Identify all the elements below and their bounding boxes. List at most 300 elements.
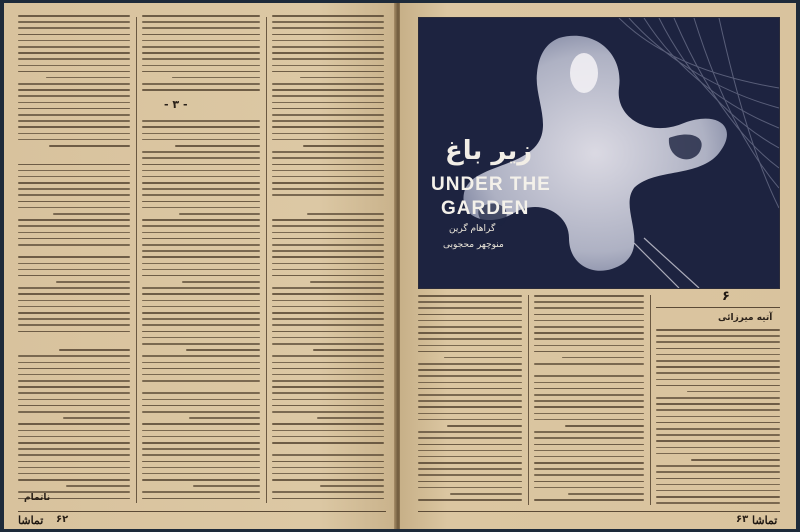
text-line [534,481,644,483]
text-line [418,481,522,483]
text-line [656,379,780,381]
text-line [18,411,130,413]
text-line [18,170,130,172]
text-line [656,447,780,449]
text-line [193,485,260,487]
text-line [142,399,260,401]
text-line [418,375,522,377]
text-line [142,312,260,314]
text-line [18,225,130,227]
text-line [418,437,522,439]
text-line [418,363,522,365]
text-line [18,120,130,122]
text-line [18,219,130,221]
text-line [418,431,522,433]
text-line [272,232,384,234]
text-line [142,479,260,481]
text-line [418,413,522,415]
text-line [18,399,130,401]
text-line [18,392,130,394]
text-line [272,58,384,60]
text-line [418,462,522,464]
text-line [656,348,780,350]
text-line [272,250,384,252]
text-line [142,423,260,425]
text-line [142,58,260,60]
text-line [272,331,384,333]
text-line [568,493,644,495]
text-line [418,406,522,408]
text-line [272,355,384,357]
column-rule [266,17,267,503]
text-line [656,372,780,374]
text-line [418,351,522,353]
column-rule [650,295,651,505]
text-line [656,422,780,424]
text-line [534,338,644,340]
text-line [18,176,130,178]
text-line [272,40,384,42]
artwork-title-persian: زیر باغ [445,136,533,166]
text-line [18,442,130,444]
text-line [272,139,384,141]
text-line [418,345,522,347]
text-line [189,417,260,419]
text-line [49,145,130,147]
text-line [18,232,130,234]
text-line [272,83,384,85]
text-line [534,394,644,396]
text-line [272,95,384,97]
text-line [142,318,260,320]
text-line [418,326,522,328]
text-line [142,133,260,135]
text-line [534,351,644,353]
text-line [142,355,260,357]
text-line [418,400,522,402]
text-line [656,335,780,337]
text-line [18,405,130,407]
text-line [142,151,260,153]
text-line [18,58,130,60]
text-line [272,27,384,29]
text-line [18,430,130,432]
text-line [142,250,260,252]
text-line [18,293,130,295]
page-number: ۶۲ [56,514,69,525]
text-line [272,15,384,17]
text-line [418,499,522,501]
text-line [172,77,261,79]
text-line [534,456,644,458]
text-line [53,213,130,215]
text-line [142,176,260,178]
text-line [272,380,384,382]
text-line [142,324,260,326]
text-line [444,357,522,359]
text-line [418,450,522,452]
text-line [142,392,260,394]
text-line [272,151,384,153]
text-line [142,164,260,166]
text-line [272,52,384,54]
text-line [534,499,644,501]
text-line [272,225,384,227]
magazine-spread [4,3,796,529]
text-line [272,343,384,345]
right-column-2 [534,295,644,509]
text-line [656,360,780,362]
text-line [272,263,384,265]
text-line [272,293,384,295]
text-line [18,108,130,110]
text-line [272,306,384,308]
text-line [534,450,644,452]
text-line [534,295,644,297]
text-line [142,411,260,413]
text-line [272,46,384,48]
text-line [656,465,780,467]
text-line [272,399,384,401]
text-line [687,391,780,393]
text-line [142,442,260,444]
text-line [142,461,260,463]
text-line [142,244,260,246]
text-line [534,388,644,390]
text-line [534,413,644,415]
text-line [272,269,384,271]
text-line [272,423,384,425]
text-line [534,332,644,334]
text-line [534,487,644,489]
section-marker: - ۳ - [164,98,188,111]
text-line [142,454,260,456]
text-line [142,182,260,184]
text-line [534,320,644,322]
text-line [656,329,780,331]
text-line [272,454,384,456]
text-line [272,170,384,172]
text-line [272,362,384,364]
text-line [142,498,260,500]
artwork-title-english-2: GARDEN [441,198,530,219]
text-line [18,300,130,302]
text-line [272,368,384,370]
text-line [272,312,384,314]
text-line [18,207,130,209]
text-line [418,487,522,489]
text-line [691,459,780,461]
text-line [272,430,384,432]
masthead: تماشا [18,514,44,527]
text-line [142,201,260,203]
text-line [142,275,260,277]
text-line [18,368,130,370]
text-line [418,314,522,316]
text-line [142,238,260,240]
text-line [59,349,130,351]
text-line [18,386,130,388]
text-line [272,461,384,463]
text-line [142,46,260,48]
text-line [272,392,384,394]
text-line [186,349,260,351]
text-line [656,440,780,442]
text-line [418,444,522,446]
column-rule [136,17,137,503]
text-line [272,176,384,178]
author-credit: گراهام گرین [449,224,496,234]
author-label: آتیه میرزائی [718,313,773,323]
text-line [272,411,384,413]
text-line [18,269,130,271]
text-line [18,238,130,240]
text-line [142,405,260,407]
text-line [656,434,780,436]
cover-illustration [418,17,780,289]
text-line [534,444,644,446]
text-line [142,52,260,54]
text-line [18,194,130,196]
text-line [317,417,384,419]
text-line [18,454,130,456]
text-line [18,479,130,481]
text-line [272,324,384,326]
column-rule [528,295,529,505]
text-line [142,263,260,265]
text-line [272,182,384,184]
text-line [272,65,384,67]
text-line [534,462,644,464]
text-line [18,318,130,320]
text-line [418,388,522,390]
text-line [534,431,644,433]
text-line [142,430,260,432]
page-number: ۶۳ [736,514,749,525]
text-line [142,71,260,73]
text-line [18,188,130,190]
text-line [142,362,260,364]
text-line [18,331,130,333]
text-line [656,502,780,504]
text-line [142,368,260,370]
text-line [418,382,522,384]
text-line [142,139,260,141]
section-header-rule [656,307,780,308]
right-page [400,3,796,529]
text-line [179,213,260,215]
text-line [18,139,130,141]
text-line [418,369,522,371]
text-line [142,448,260,450]
text-line [142,188,260,190]
text-line [272,386,384,388]
text-line [18,256,130,258]
text-line [63,417,130,419]
text-line [142,337,260,339]
footer-rule [18,511,386,512]
text-line [142,491,260,493]
text-line [272,89,384,91]
text-line [272,188,384,190]
text-line [320,485,384,487]
text-line [272,219,384,221]
text-line [418,301,522,303]
text-line [18,201,130,203]
text-line [272,34,384,36]
text-line [534,301,644,303]
text-line [656,453,780,455]
text-line [18,89,130,91]
text-line [656,478,780,480]
text-line [656,354,780,356]
text-line [272,157,384,159]
footer-rule [418,511,780,512]
section-number: ۶ [722,289,730,304]
text-line [142,256,260,258]
text-line [142,232,260,234]
text-line [272,300,384,302]
text-line [272,120,384,122]
text-line [656,403,780,405]
text-line [272,442,384,444]
text-line [142,83,260,85]
masthead: تماشا [752,514,778,527]
text-line [418,456,522,458]
text-line [418,394,522,396]
text-line [272,318,384,320]
text-line [272,238,384,240]
text-line [142,15,260,17]
text-line [18,362,130,364]
text-line [418,338,522,340]
text-line [656,397,780,399]
text-line [272,126,384,128]
text-line [142,40,260,42]
text-line [18,423,130,425]
text-line [272,194,384,196]
text-line [534,363,644,365]
text-line [656,416,780,418]
text-line [142,225,260,227]
text-line [656,341,780,343]
text-line [534,326,644,328]
text-line [656,409,780,411]
right-column-1 [418,295,522,509]
left-column-1 [18,15,130,505]
text-line [272,164,384,166]
text-line [272,479,384,481]
text-line [418,468,522,470]
text-line [418,419,522,421]
artwork-title-english-1: UNDER THE [431,174,551,195]
text-line [142,65,260,67]
text-line [18,46,130,48]
text-line [46,77,130,79]
text-line [175,145,260,147]
text-line [18,27,130,29]
text-line [272,275,384,277]
text-line [272,374,384,376]
text-line [142,380,260,382]
text-line [656,385,780,387]
text-line [534,406,644,408]
text-line [272,114,384,116]
text-line [18,95,130,97]
text-line [272,256,384,258]
text-line [18,65,130,67]
text-line [142,21,260,23]
text-line [18,244,130,246]
text-line [562,357,645,359]
text-line [534,382,644,384]
text-line [18,380,130,382]
text-line [142,126,260,128]
text-line [142,170,260,172]
text-line [303,145,384,147]
text-line [272,436,384,438]
text-line [534,468,644,470]
right-column-3 [656,329,780,509]
text-line [18,355,130,357]
text-line [18,287,130,289]
text-line [300,77,384,79]
text-line [18,374,130,376]
text-line [142,300,260,302]
text-line [313,349,384,351]
text-line [66,485,130,487]
text-line [18,15,130,17]
text-line [142,331,260,333]
text-line [142,157,260,159]
text-line [307,213,384,215]
translator-credit: منوچهر محجوبی [443,240,504,250]
text-line [272,133,384,135]
text-line [18,40,130,42]
text-line [272,337,384,339]
left-column-3 [272,15,384,505]
text-line [142,207,260,209]
text-line [142,436,260,438]
text-line [534,345,644,347]
text-line [18,263,130,265]
text-line [142,374,260,376]
text-line [18,448,130,450]
text-line [142,293,260,295]
text-line [18,34,130,36]
text-line [534,307,644,309]
left-page [4,3,396,529]
text-line [656,484,780,486]
text-line [450,493,522,495]
text-line [18,467,130,469]
text-line [272,473,384,475]
text-line [656,490,780,492]
text-line [142,120,260,122]
text-line [656,471,780,473]
text-line [272,21,384,23]
text-line [656,428,780,430]
text-line [142,34,260,36]
text-line [447,425,522,427]
text-line [656,496,780,498]
to-be-continued: ناتمام [24,493,51,503]
text-line [534,375,644,377]
text-line [272,108,384,110]
text-line [534,419,644,421]
text-line [18,461,130,463]
text-line [18,436,130,438]
